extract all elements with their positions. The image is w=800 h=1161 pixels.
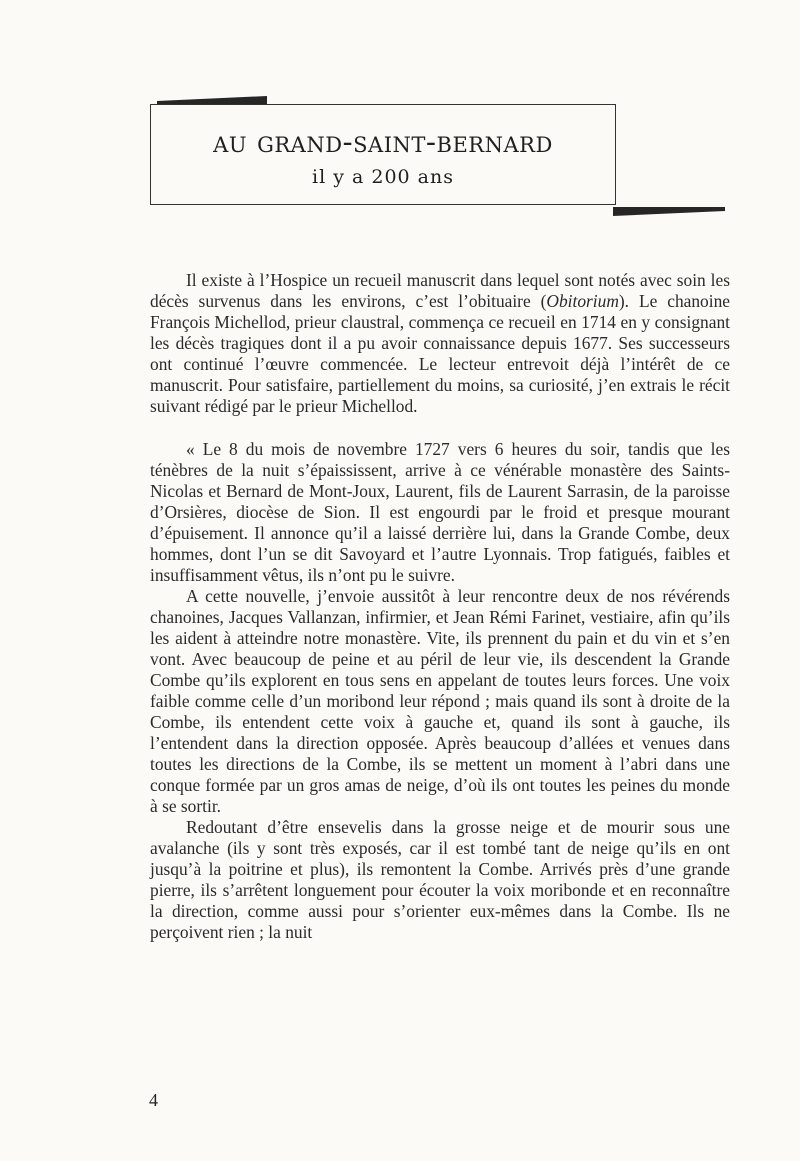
paragraph-avalanche: Redoutant d’être ensevelis dans la grosse neige et de mourir sous une avalanche (ils y sont très exposés, car il est tombé tant de neige qu’ils en ont jusqu’à la poitrine et plus), ils remontent la Combe. Arrivés près d’une grande pierre, ils s’arrêtent longuement pour écouter la voix moribonde et en reconnaître la direction, comme aussi pour s’orienter eux-mêmes dans la Combe. Ils ne perçoivent rien ; la nuit — [150, 817, 730, 942]
paragraph-intro: Il existe à l’Hospice un recueil manuscrit dans lequel sont notés avec soin les décès survenus dans les environs, c’est l’obituaire (Obitorium). Le chanoine François Michellod, prieur claustral, commença ce recueil en 1714 en y consignant les décès tragiques dont il a pu avoir connaissance depuis 1677. Ses successeurs ont continué l’œuvre commencée. Le lecteur entrevoit déjà l’intérêt de ce manuscrit. Pour satisfaire, partiellement du moins, sa curiosité, j’en extrais le récit suivant rédigé par le prieur Michellod. — [150, 270, 730, 416]
page-subtitle: il y a 200 ans — [312, 166, 454, 188]
latin-term: Obitorium — [546, 291, 619, 311]
page-number: 4 — [149, 1090, 158, 1110]
paragraph-quote-start: « Le 8 du mois de novembre 1727 vers 6 heures du soir, tandis que les ténèbres de la nuit s’épaississent, arrive à ce vénérable monastère des Saints-Nicolas et Bernard de Mont-Joux, Laurent, fils de Laurent Sarrasin, de la paroisse d’Orsières, diocèse de Sion. Il est engourdi par le froid et presque mourant d’épuisement. Il annonce qu’il a laissé derrière lui, dans la Grande Combe, deux hommes, dont l’un se dit Savoyard et l’autre Lyonnais. Trop fatigués, faibles et insuffisamment vêtus, ils n’ont pu le suivre. — [150, 439, 730, 585]
article-body — [150, 270, 730, 943]
paragraph-rescue: A cette nouvelle, j’envoie aussitôt à leur rencontre deux de nos révérends chanoines, Jacques Vallanzan, infirmier, et Jean Rémi Farinet, vestiaire, afin qu’ils les aident à atteindre notre monastère. Vite, ils prennent du pain et du vin et s’en vont. Avec beaucoup de peine et au péril de leur vie, ils descendent la Grande Combe qu’ils explorent en tous sens en appelant de toutes leurs forces. Une voix faible comme celle d’un moribond leur répond ; mais quand ils sont à droite de la Combe, ils entendent cette voix à gauche et, quand ils sont à gauche, ils l’entendent dans la direction opposée. Après beaucoup d’allées et venues dans toutes les directions de la Combe, ils se mettent un moment à l’abri dans une conque formée par un gros amas de neige, d’où ils ont toutes les peines du monde à se sortir. — [150, 586, 730, 816]
page-title: au grand-saint-bernard — [213, 125, 553, 160]
title-frame — [150, 104, 616, 205]
title-ornament-bar-bottom — [613, 207, 725, 216]
